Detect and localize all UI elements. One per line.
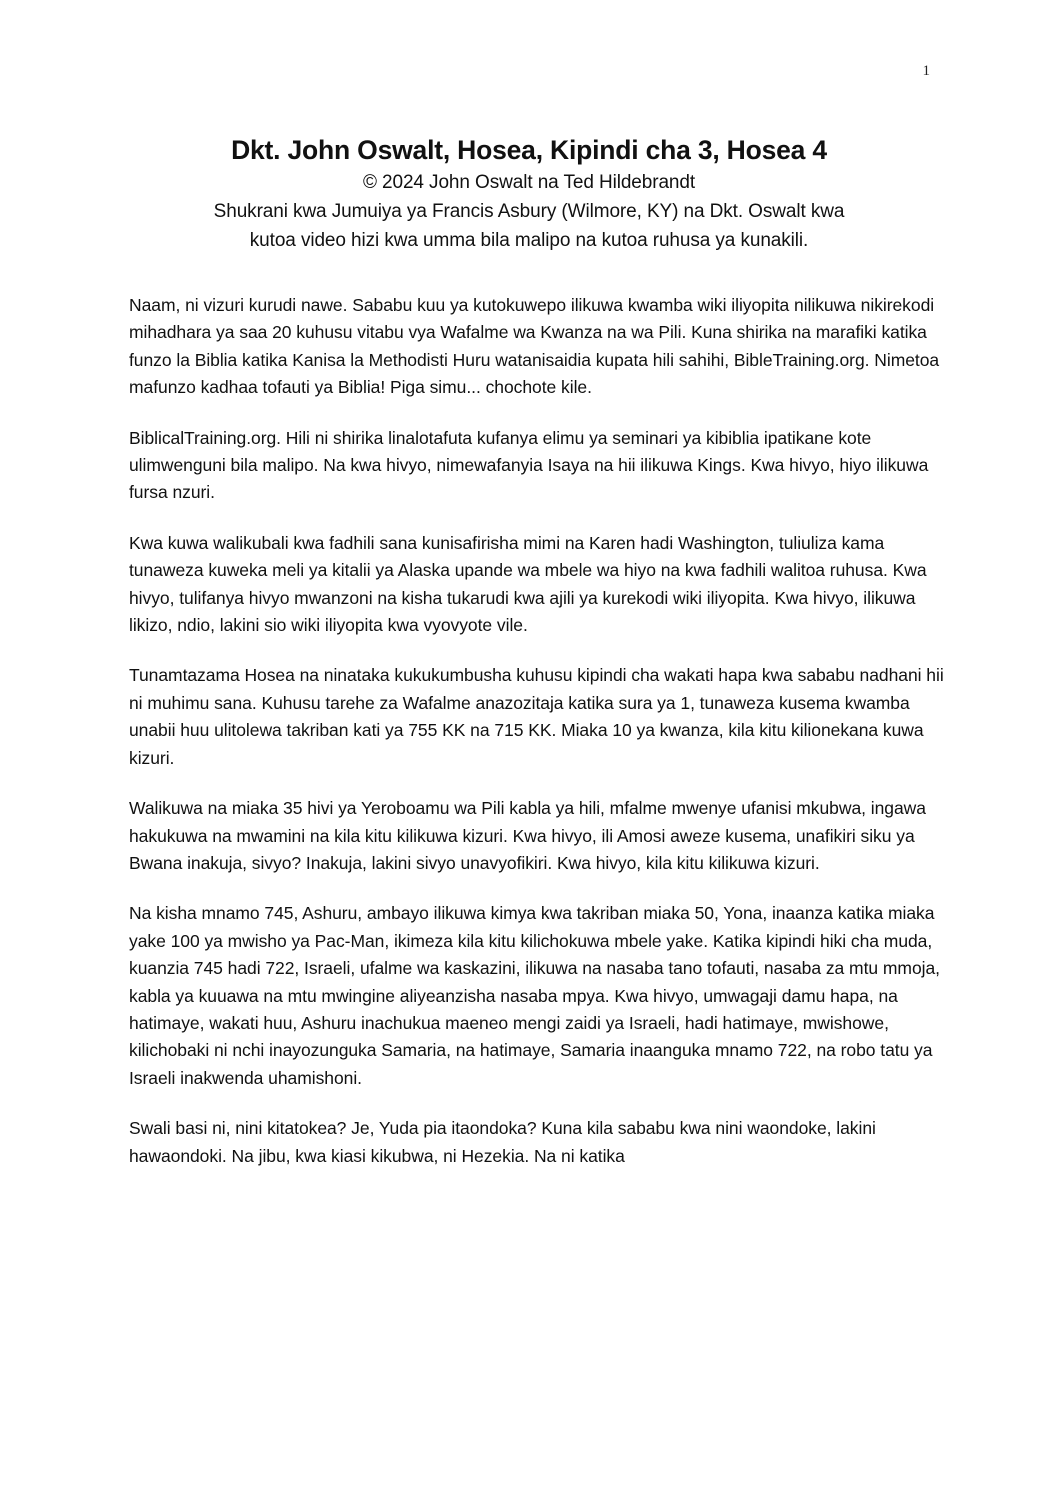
acknowledgement-line-2: kutoa video hizi kwa umma bila malipo na kutoa ruhusa ya kunakili. [249,230,809,251]
acknowledgement-line-1: Shukrani kwa Jumuiya ya Francis Asbury (Wilmore, KY) na Dkt. Oswalt kwa [213,201,845,222]
paragraph-6: Na kisha mnamo 745, Ashuru, ambayo ilikuwa kimya kwa takriban miaka 50, Yona, inaanza katika miaka yake 100 ya mwisho ya Pac-Man, ikimeza kila kitu kilichokuwa mbele yake. Katika kipindi hiki cha muda, kuanzia 745 hadi 722, Israeli, ufalme wa kaskazini, ilikuwa na nasaba tano tofauti, nasaba za mtu mmoja, kabla ya kuuawa na mtu mwingine aliyeanzisha nasaba mpya. Kwa hivyo, umwagaji damu hapa, na hatimaye, wakati huu, Ashuru inachukua maeneo mengi zaidi ya Israeli, hadi hatimaye, mwishowe, kilichobaki ni nchi inayozunguka Samaria, na hatimaye, Samaria inaanguka mnamo 722, na robo tatu ya Israeli inakwenda uhamishoni. [129,903,940,1088]
copyright-line: © 2024 John Oswalt na Ted Hildebrandt [362,172,696,193]
paragraph-2: BiblicalTraining.org. Hili ni shirika linalotafuta kufanya elimu ya seminari ya kibiblia ipatikane kote ulimwenguni bila malipo. Na kwa hivyo, nimewafanyia Isaya na hii ilikuwa Kings. Kwa hivyo, hiyo ilikuwa fursa nzuri. [129,427,929,503]
document-header [120,132,938,255]
document-body [129,292,959,1193]
page-number: 1 [922,63,930,79]
document-title: Dkt. John Oswalt, Hosea, Kipindi cha 3, Hosea 4 [231,135,827,165]
paragraph-3: Kwa kuwa walikubali kwa fadhili sana kunisafirisha mimi na Karen hadi Washington, tuliuliza kama tunaweza kuweka meli ya kitalii ya Alaska upande wa mbele wa hiyo na kwa fadhili walitoa ruhusa. Kwa hivyo, tulifanya hivyo mwanzoni na kisha tukarudi kwa ajili ya kurekodi wiki iliyopita. Kwa hivyo, ilikuwa likizo, ndio, lakini sio wiki iliyopita kwa vyovyote vile. [129,532,927,636]
paragraph-7: Swali basi ni, nini kitatokea? Je, Yuda pia itaondoka? Kuna kila sababu kwa nini waondoke, lakini hawaondoki. Na jibu, kwa kiasi kikubwa, ni Hezekia. Na ni katika [129,1118,876,1166]
paragraph-4: Tunamtazama Hosea na ninataka kukukumbusha kuhusu kipindi cha wakati hapa kwa sababu nadhani hii ni muhimu sana. Kuhusu tarehe za Wafalme anazozitaja katika sura ya 1, tunaweza kusema kwamba unabii huu ulitolewa takriban kati ya 755 KK na 715 KK. Miaka 10 ya kwanza, kila kitu kilionekana kuwa kizuri. [129,665,944,768]
paragraph-5: Walikuwa na miaka 35 hivi ya Yeroboamu wa Pili kabla ya hili, mfalme mwenye ufanisi mkubwa, ingawa hakukuwa na mwamini na kila kitu kilikuwa kizuri. Kwa hivyo, ili Amosi aweze kusema, unafikiri siku ya Bwana inakuja, sivyo? Inakuja, lakini sivyo unavyofikiri. Kwa hivyo, kila kitu kilikuwa kizuri. [129,798,926,873]
paragraph-1: Naam, ni vizuri kurudi nawe. Sababu kuu ya kutokuwepo ilikuwa kwamba wiki iliyopita nilikuwa nikirekodi mihadhara ya saa 20 kuhusu vitabu vya Wafalme wa Kwanza na wa Pili. Kuna shirika na marafiki katika funzo la Biblia katika Kanisa la Methodisti Huru watanisaidia kupata hili sahihi, BibleTraining.org. Nimetoa mafunzo kadhaa tofauti ya Biblia! Piga simu... chochote kile. [129,295,940,398]
